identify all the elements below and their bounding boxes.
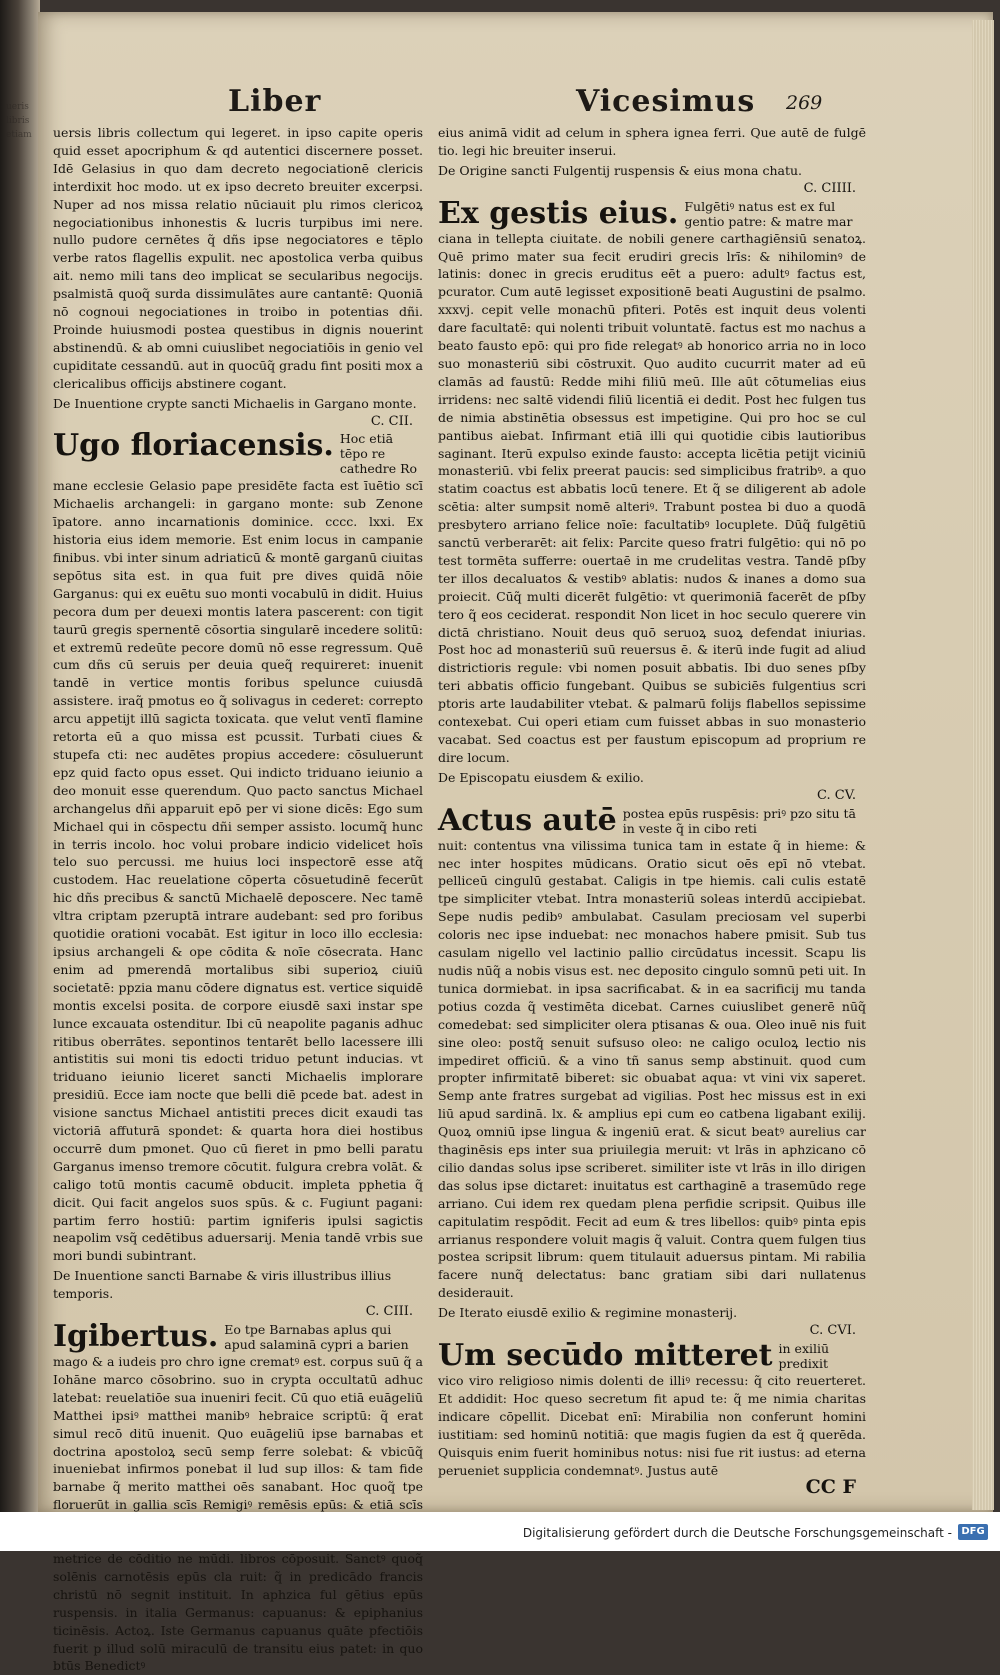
heading-continuation: Hoc etiā tēpo re cathedre Ro <box>339 431 418 477</box>
left-chapter-1: C. CII. <box>370 413 413 429</box>
page-header <box>38 82 993 122</box>
left-heading-2 <box>53 1319 423 1354</box>
right-column <box>438 124 866 1497</box>
facing-page-text: ueris libris etiam <box>6 102 32 140</box>
running-head-left: Liber <box>228 84 322 119</box>
running-head-right: Vicesimus <box>576 84 756 119</box>
folio-number: 269 <box>786 92 823 114</box>
right-heading-1 <box>438 195 866 231</box>
heading-continuation: Fulgētiꝰ natus est ex ful gentio patre: & matre mar <box>684 198 853 229</box>
left-paragraph-2: mane ecclesie Gelasio pape presidēte facta est īuētio scī Michaelis archangeli: in gargano monte: sub Zenone īpatore. anno incarnationis dominice. cccc. lxxi. Ex historia eius idem memorie. Est enim locus in campanie finibus. vbi inter sinum adriaticū & montē garganū ciuitas sepōtus sita est. in qua fuit pre dives quidā nōie Garganus: qui ex euētu suo monti vocabulū in didit. Huius pecora dum per deuexi montis latera pascerent: con tigit taurū gregis spernentē cōsortia singularē incedere solitū: et extremū redeūte pecore domū nō esse regressum. Quē cum dñs cū seruis per deuia queq̃ requireret: inuenit tandē in vertice montis foribus spelunce cuiusdā assistere. iraq̃ pmotus eo q̃ solivagus in cederet: correpto arcu appetijt illū sagicta toxicata. que velut ventī flamine retorta eū a quo missa est pcussit. Turbati ciues & stupefa cti: nec audētes propius accedere: cōsuluerunt epz quid facto opus esset. Qui indicto triduano ieiunio a deo monuit esse querendum. Quo pacto sanctus Michael archangelus dñi apparuit epō per vi sione dicēs: Ego sum Michael qui in cōspectu dñi semper assisto. locumq̃ hunc in terris incolo. hoc volui probare indicio videlicet hoīs telo suo percussi. me huius loci inspectorē esse atq̃ custodem. Hac reuelatione cōperta cōsuetudinē fecerūt hic dñs precibus & sanctū Michaelē deposcere. Nec tamē vltra criptam pzeruptā intrare audebant: sed pro foribus quotidie orationi vocabāt. Est igitur in loco illo ecclesia: ipsius archangeli & ope cōdita & noīe cōsecrata. Hanc enim ad pmerendā mortalibus sibi superioꝝ ciuiū societatē: ppzia manu cōdere dignatus est. vertice siquidē montis excelsi posita. de corpore eiusdē saxi instar spe lunce excauata ostenditur. Ibi cū neapolite paganis adhuc ritibus oberrātes. sepontinos tentarēt bello lacessere illi antistitis sui moni tis edocti triduo petunt inducias. vt triduano ieiunio liceret sancti Michaelis implorare presidiū. Ecce iam nocte que belli diē pcede bat. adest in visione sanctus Michael antistiti preces dicit exaudi tas victoriā affuturā spondet: & quarta hora diei hostibus occurrē dum pmonet. Quo cū fieret in pmo belli paratu Garganus imenso tremore cōcutit. fulgura crebra volāt. & caligo totū montis cacumē obducit. impleta pphetia q̃ dicit. Qui facit angelos suos spūs. & c. Fugiunt pagani: partim ferro hostiū: partim igniferis ipulsi sagictis neapolim vsq̃ cedētibus aduersarij. Menia tandē vrbis sue mori bundi subintrant. <box>53 478 423 1264</box>
left-paragraph-3: mago & a iudeis pro chro igne crematꝰ est. corpus suū q̃ a Iohāne marco cōsobrino. suo in crypta occultatū adhuc latebat: reuelatiōe sua inueniri fecit. Cū quo etiā euāgeliū Matthei ipsiꝰ matthei manibꝰ hebraice scriptū: q̃ erat simul recō ditū inuenit. Quo euāgeliū ipse barnabas et doctrina apostoloꝝ secū semp ferre solebat: & vbicūq̃ inueniebat infirmos ponebat il lud sup illos: & tam fide barnabe q̃ merito matthei oēs sanabant. Hoc quoq̃ tpe floruerūt in gallia scīs Remigiꝰ remēsis epūs: & etiā scīs metrice de cōditio ne mūdi. libros cōposuit. Sanctꝰ quoq̃ solēnis carnotēsis epūs cla ruit: q̃ in predicādo francis christū nō segnit instituit. In aphzica ful gētius epūs ruspensis. in italia Germanus: capuanus: & epiphanius ticinēsis. Actoꝝ. Iste Germanus capuanus quāte pfectiōis fuerit p illud solū miraculū de transitu eius patet: in quo btūs Benedictꝰ <box>53 1354 423 1674</box>
right-rubric-3: De Iterato eiusdē exilio & regimine monasterij. <box>438 1305 738 1321</box>
right-rubric-1: De Origine sancti Fulgentij ruspensis & eius mona chatu. <box>438 162 803 178</box>
funding-credit: Digitalisierung gefördert durch die Deutsche Forschungsgemeinschaft - <box>522 1526 952 1540</box>
display-heading: Ugo floriacensis. <box>53 428 334 464</box>
right-paragraph-2: ciana in tellepta ciuitate. de nobili genere carthagiēnsiū senatoꝝ. Quē primo mater sua fecit erudiri grecis lrīs: & nihilominꝰ de latinis: donec in grecis eruditus eēt a puero: adultꝰ factus est, pcurator. Cum autē legisset expositionē beati Augustini de psalmo. xxxvj. cepit velle monachū pfiteri. Potēs est inquit deus volenti dare facultatē: qui nolenti tribuit voluntatē. factus est mo nachus a beato fausto epō: qui pro fide relegatꝰ ab honorico arria no in loco suo monasteriū sibi cōstruxit. Quo audito cucurrit mater ad eū clamās ad faustū: Redde mihi filiū meū. Ille aūt cōtumelias eius irridens: nec saltē videndi filiū licentiā ei dedit. Post hec fulgen tus de nimia abstinētia obsessus est impetigine. Qui pro hoc se cul pantibus aiebat. Infirmant etiā illi qui quotidie cibis lautioribus saginant. Iterū expulso exinde fausto: accepta licētia petijt viciniū monasteriū. vbi felix preerat paucis: sed simplicibus fratribꝰ. a quo statim coactus est abbatis locū tenere. Et q̃ se diligerent ab adole scētia: alter sumpsit nomē alteriꝰ. Trabunt postea bi duo a quodā presbytero arriano felice noīe: facultatibꝰ locuplete. Dūq̃ fulgētiū sanctū verberarēt: ait felix: Parcite queso fratri fulgētio: qui nō po test tormēta sufferre: ouertaē in me crudelitas vestra. Tandē pſby ter illos decaluatos & vestibꝰ ablatis: nudos & inanes a domo sua proiecit. Cūq̃ multi dicerēt fulgētio: vt querimoniā facerēt de pſby tero q̃ eos ceciderat. respondit Non licet in hoc seculo querere vin dictā christiano. Nouit deus quō seruoꝝ suoꝝ defendat iniurias. Post hoc ad monasteriū suū reuersus ē. & iterū inde fugit ad aliud districtioris regule: vbi nomen posuit abbatis. Ibi duo senes pſby teri abbatis officio fungebant. Quibus se subiciēs fulgentius scri ptoris arte laudabiliter vtebat. & palmarū folijs flabellos sepissime contexebat. Cui operi etiam cum fuisset abbas in suo monasterio vacabat. Sed coactus est per faustum episcopum ad proprium re dire locum. <box>438 230 866 765</box>
right-paragraph-4: vico viro religioso nimis dolenti de illiꝰ recessu: q̃ cito reuerteret. Et addidit: Hoc queso secretum fit apud te: q̃ me nimia charitas indicare cōpellit. Dicebat enī: Mirabilia non conferunt homini iustitiam: sed hominū notitiā: que magis fugien da est q̃ querēda. Quisquis enim fuerit hominibus notus: nisi fue rit iustus: ad eterna perueniet supplicia condemnatꝰ. Justus autē <box>438 1373 866 1478</box>
right-paragraph-3: nuit: contentus vna vilissima tunica tam in estate q̃ in hieme: & nec inter hospites mūdicans. Oratio sicut oēs epī nō vtebat. pelliceū cingulū gestabat. Caligis in tpe hiemis. cali culis estatē tpe simpliciter vtebat. Intra monasteriū soleas interdū accipiebat. Sepe nudis pedibꝰ ambulabat. Casulam preciosam vel superbi coloris nec ipse induebat: nec monachos habere pmisit. Sub tus casulam nigello vel lactinio pallio circūdatus incessit. Scapu lis nudis nūq̃ a nobis visus est. nec deposito cingulo somnū peti uit. In tunica dormiebat. in ipsa sacrificabat. & in ea sacrificij mu tanda potius cozda q̃ vestimēta dicebat. Carnes cuiuslibet generē nūq̃ comedebat: sed simpliciter olera ptisanas & oua. Oleo inuē nis fuit sine oleo: postq̃ senuit sufsuso oleo: ne caligo oculoꝝ lectio nis impediret officiū. & a vino tñ sanus semp abstinuit. quod cum propter infirmitatē biberet: sic obuabat aqua: vt vini vix saperet. Semp ante fratres surgebat ad vigilias. Post hec missus est in exi liū apud sardinā. lx. & amplius epi cum eo catbena ligabant exilij. Quoꝝ omniū ipse lingua & ingeniū erat. & sicut beatꝰ aurelius car thaginēsis eps inter sua priuilegia meruit: vt lrās in aphzicano cō cilio dandas solus ipse scriberet. similiter iste vt lrās in illo dirigen das solus ipse dictaret: inuitatus est carthaginē a trasemūdo rege arriano. Cui idem rex quedam plena perfidie scripsit. Quibus ille capitulatim respōdit. Fecit ad eum & tres libellos: quibꝰ pinta epis arrianus respondere voluit magis q̃ valuit. Contra quem fulgen tius postea scripsit librum: quem titulauit aduersus pintam. Mi rabilia facere nunq̃ delectatus: banc gratiam sibi dari nullatenus desiderauit. <box>438 837 866 1301</box>
book-spine <box>0 0 40 1551</box>
heading-continuation: Eo tpe Barnabas aplus qui apud salaminā cypri a barien <box>224 1322 409 1352</box>
display-heading: Um secūdo mitteret <box>438 1338 773 1373</box>
right-heading-3 <box>438 1338 866 1373</box>
right-chapter-1: C. CIIII. <box>803 180 856 196</box>
left-heading-1 <box>53 428 423 477</box>
heading-continuation: postea epūs ruspēsis: priꝰ pzo situ tā in veste q̃ in cibo reti <box>622 805 856 836</box>
left-column <box>53 124 423 1675</box>
left-rubric-1: De Inuentione crypte sancti Michaelis in Gargano monte. <box>53 395 417 411</box>
right-rubric-2: De Episcopatu eiusdem & exilio. <box>438 769 644 785</box>
left-chapter-2: C. CIII. <box>365 1304 413 1320</box>
left-paragraph-1: uersis libris collectum qui legeret. in ipso capite operis quid esset apocriphum & qd autentici discernere posset. Idē Gelasius in quo dam decreto negociationē clericis interdixit hoc modo. ut ex ipso decreto breuiter excerpsi. Nuper ad nos missa relatio nūciauit plu rimos clericoꝝ negociationibus inhonestis & lucris turpibus imi nere. nullo pudore cernētes q̃ dñs ipse negociatores e tēplo verbe ratos flagellis expulit. nec apostolica verba quibus ait. nemo mili tans deo implicat se secularibus negocijs. psalmistā quoq̃ surda dissimulātes aure cantantē: Quoniā nō cognoui negociationes in troibo in potentias dñi. Proinde huiusmodi postea questibus in dignis nouerint abstinendū. & ab omni cuiuslibet negociatiōis in genio vel cupiditate cessandū. aut in quocūq̃ gradu fint positi mox a clericalibus officijs abstinere cogant. <box>53 125 423 391</box>
right-paragraph-1: eius animā vidit ad celum in sphera ignea ferri. Que autē de fulgē tio. legi hic breuiter inserui. <box>438 125 866 158</box>
display-heading: Igibertus. <box>53 1319 219 1354</box>
right-heading-2 <box>438 802 866 838</box>
digitization-footer <box>0 1512 1000 1551</box>
right-chapter-3: C. CVI. <box>809 1323 856 1339</box>
right-chapter-2: C. CV. <box>817 787 856 803</box>
page-edges <box>972 20 994 1510</box>
quire-signature: CC F <box>805 1476 856 1499</box>
heading-continuation: in exiliū predixit <box>778 1341 830 1371</box>
dfg-logo: DFG <box>958 1524 988 1540</box>
left-rubric-2: De Inuentione sancti Barnabe & viris illustribus illius temporis. <box>53 1268 392 1302</box>
display-heading: Ex gestis eius. <box>438 195 679 231</box>
display-heading: Actus autē <box>438 802 617 838</box>
